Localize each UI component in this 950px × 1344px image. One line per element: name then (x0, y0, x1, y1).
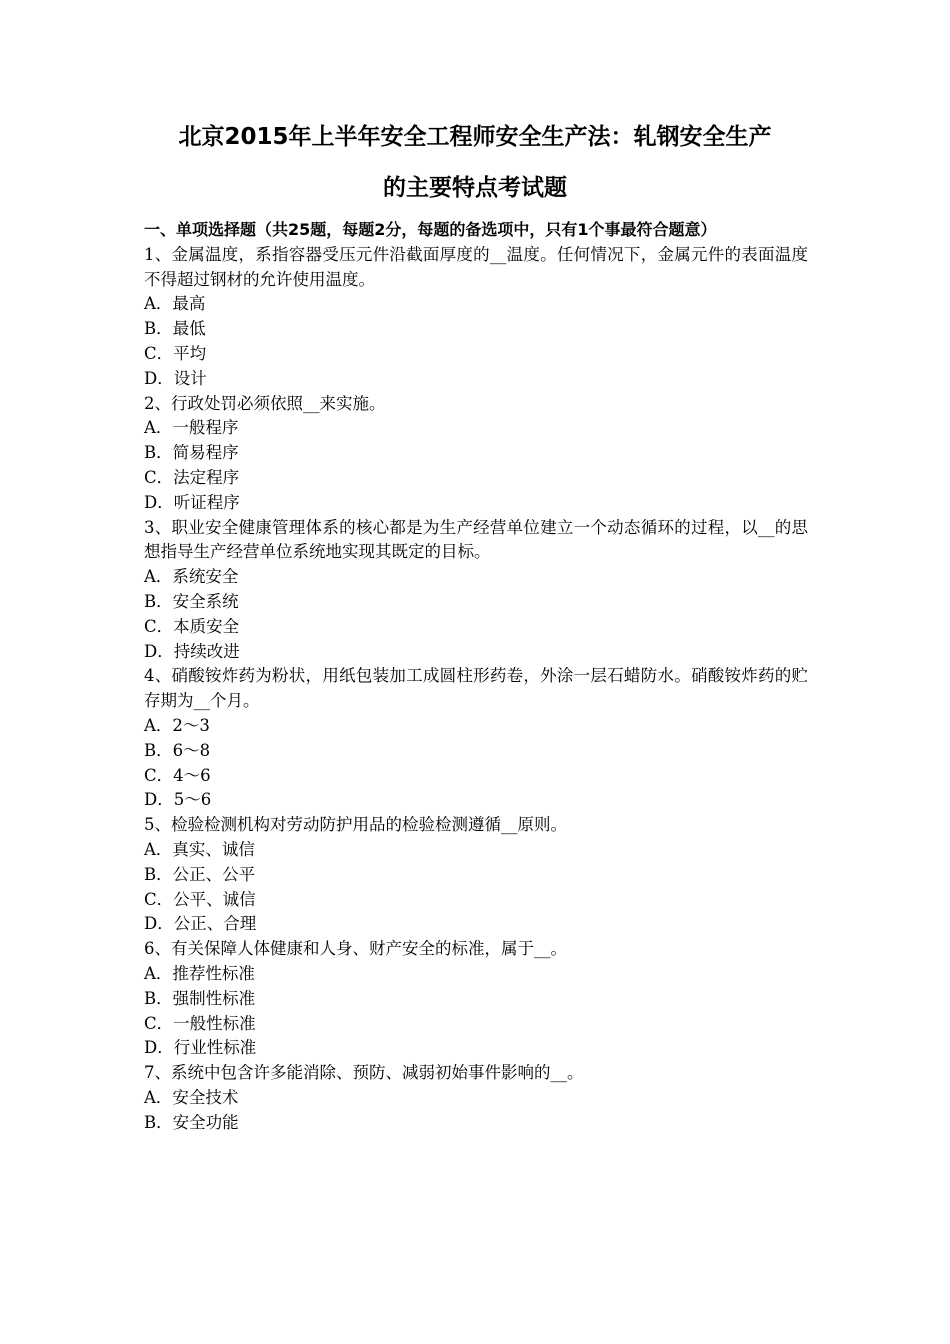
answer-option: D．5～6 (144, 790, 212, 810)
question-item (144, 392, 808, 516)
answer-option: D．设计 (144, 368, 207, 388)
title-line-2: 的主要特点考试题 (383, 175, 567, 201)
answer-option: A．安全技术 (144, 1087, 239, 1107)
answer-option: B．6～8 (144, 740, 211, 760)
section-heading: 一、单项选择题（共25题，每题2分，每题的备选项中，只有1个事最符合题意） (144, 220, 717, 239)
answer-option: B．强制性标准 (144, 988, 256, 1008)
question-item (144, 813, 808, 937)
answer-option: A．系统安全 (144, 567, 239, 587)
answer-option: A．一般程序 (144, 418, 239, 438)
document-title (140, 112, 810, 214)
answer-option: A．真实、诚信 (144, 839, 255, 859)
document-body (144, 218, 808, 1135)
answer-option: A．2～3 (144, 715, 210, 735)
answer-option: A．推荐性标准 (144, 963, 255, 983)
question-stem: 2、行政处罚必须依照__来实施。 (144, 393, 386, 413)
question-item (144, 664, 808, 813)
answer-option: B．安全系统 (144, 591, 239, 611)
question-stem: 6、有关保障人体健康和人身、财产安全的标准，属于__。 (144, 939, 567, 959)
answer-option: C．4～6 (144, 765, 211, 785)
answer-option: C．本质安全 (144, 616, 240, 636)
answer-option: C．公平、诚信 (144, 889, 256, 909)
question-item (144, 516, 808, 665)
answer-option: B．简易程序 (144, 443, 239, 463)
answer-option: D．持续改进 (144, 641, 240, 661)
answer-option: B．公正、公平 (144, 864, 256, 884)
question-stem: 1、金属温度，系指容器受压元件沿截面厚度的__温度。任何情况下，金属元件的表面温度不得超过钢材的允许使用温度。 (144, 244, 808, 289)
question-list (144, 243, 808, 1136)
answer-option: D．听证程序 (144, 492, 240, 512)
question-item (144, 937, 808, 1061)
answer-option: C．法定程序 (144, 467, 240, 487)
answer-option: A．最高 (144, 294, 206, 314)
answer-option: B．安全功能 (144, 1112, 239, 1132)
answer-option: D．行业性标准 (144, 1038, 257, 1058)
question-stem: 4、硝酸铵炸药为粉状，用纸包装加工成圆柱形药卷，外涂一层石蜡防水。硝酸铵炸药的贮存期为__个月。 (144, 666, 808, 711)
question-item (144, 243, 808, 392)
question-stem: 5、检验检测机构对劳动防护用品的检验检测遵循__原则。 (144, 815, 567, 835)
answer-option: C．一般性标准 (144, 1013, 256, 1033)
title-line-1: 北京2015年上半年安全工程师安全生产法：轧钢安全生产 (178, 124, 772, 150)
answer-option: B．最低 (144, 319, 206, 339)
answer-option: D．公正、合理 (144, 914, 257, 934)
question-stem: 3、职业安全健康管理体系的核心都是为生产经营单位建立一个动态循环的过程，以__的思想指导生产经营单位系统地实现其既定的目标。 (144, 517, 808, 562)
question-stem: 7、系统中包含许多能消除、预防、减弱初始事件影响的__。 (144, 1063, 584, 1083)
answer-option: C．平均 (144, 343, 207, 363)
question-item (144, 1061, 808, 1135)
